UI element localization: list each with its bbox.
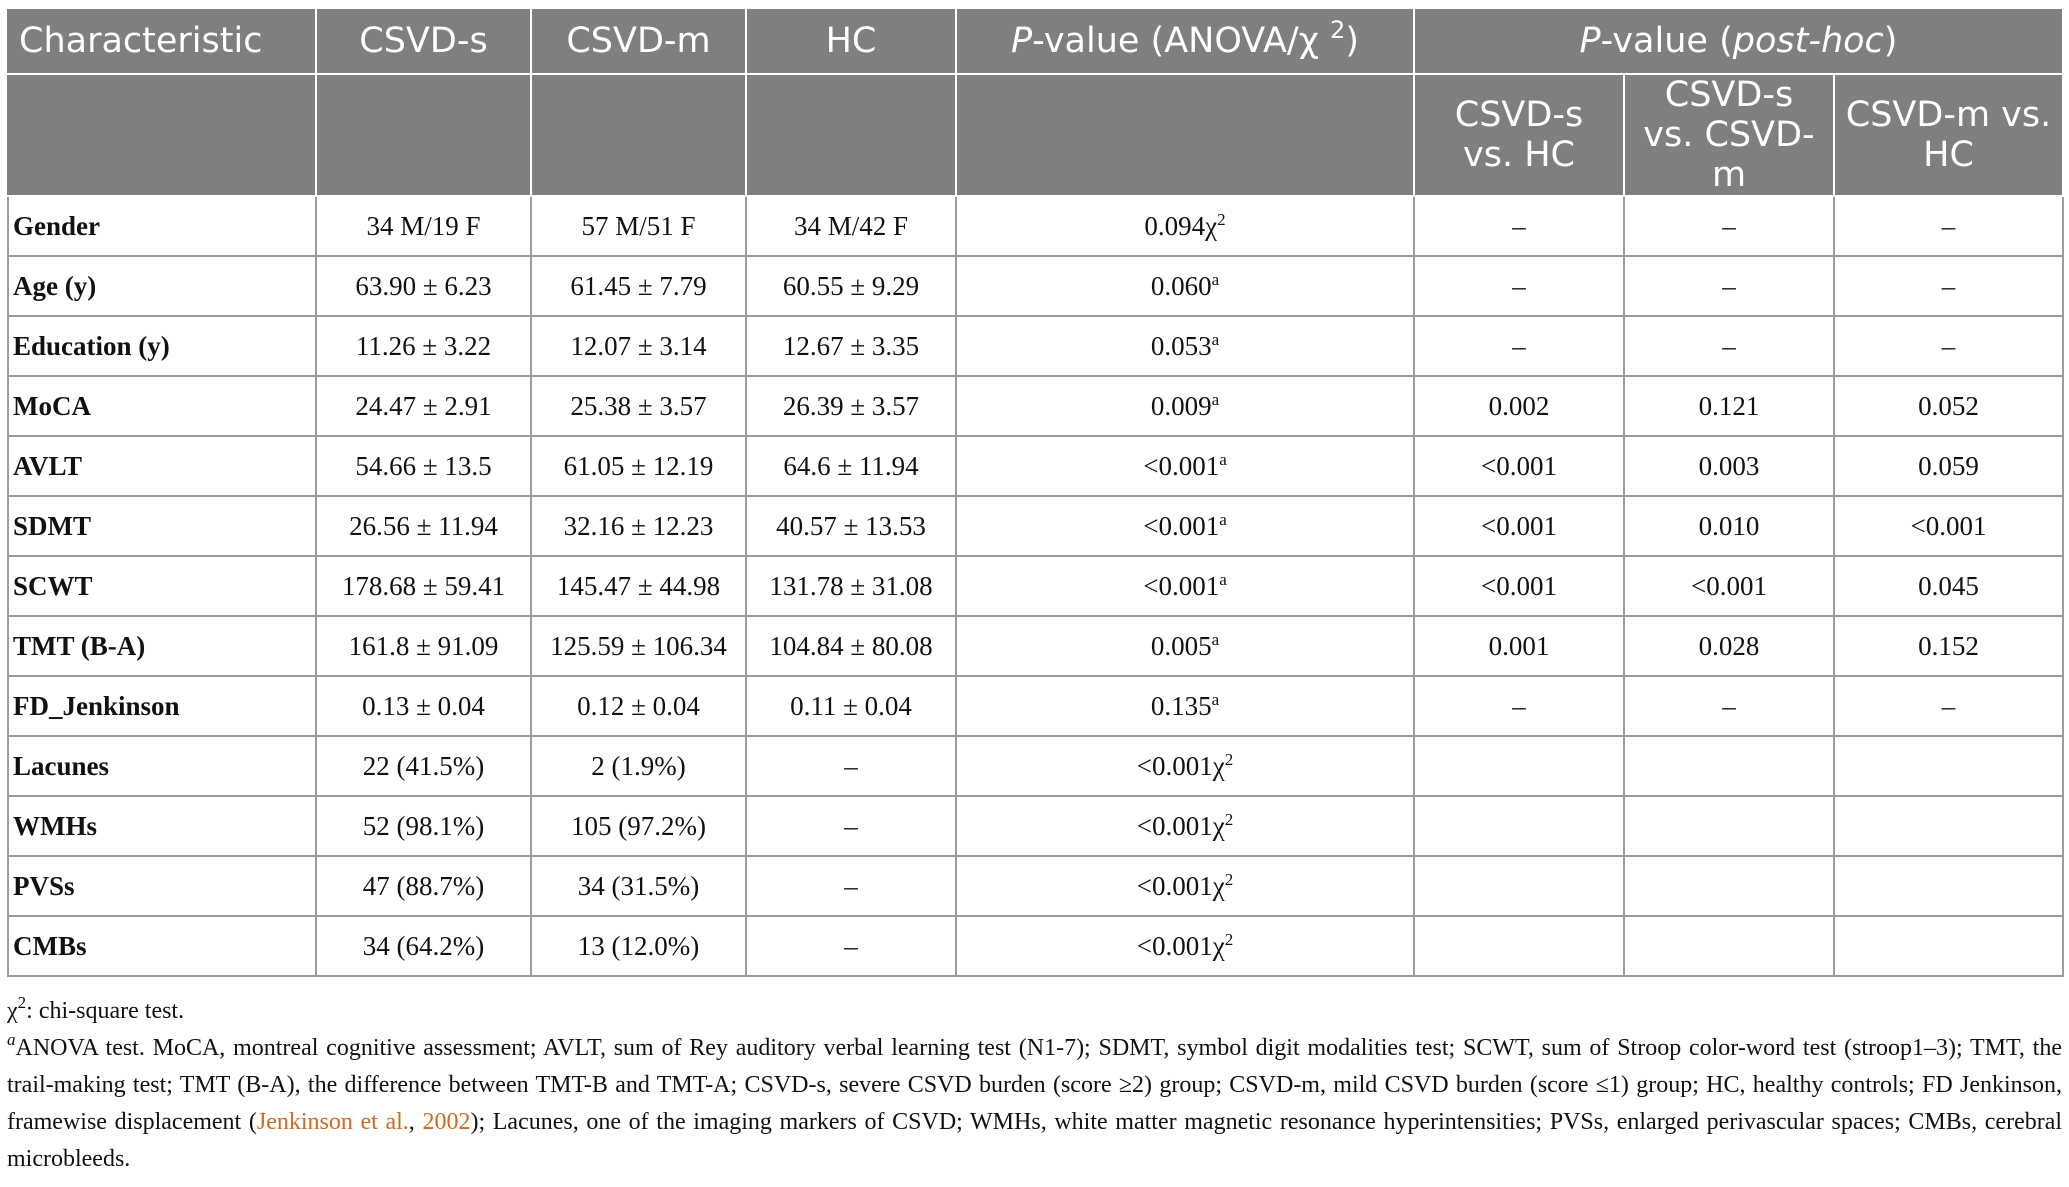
cell-m: 12.07 ± 3.14 — [531, 316, 746, 376]
cell-m: 57 M/51 F — [531, 196, 746, 256]
subheader-csvd-m-vs-hc: CSVD-m vs. HC — [1834, 74, 2063, 196]
cell-m: 13 (12.0%) — [531, 916, 746, 976]
row-label: Lacunes — [8, 736, 316, 796]
cell-posthoc-ph2: – — [1624, 196, 1834, 256]
table-container — [7, 7, 2062, 1178]
cell-s: 63.90 ± 6.23 — [316, 256, 531, 316]
cell-posthoc-ph3 — [1834, 796, 2063, 856]
subheader-empty — [316, 74, 531, 196]
cell-posthoc-ph3 — [1834, 736, 2063, 796]
cell-posthoc-ph1: – — [1414, 256, 1624, 316]
cell-p-value: 0.135$^a$ — [956, 676, 1414, 736]
cell-posthoc-ph1 — [1414, 856, 1624, 916]
row-label: Education (y) — [8, 316, 316, 376]
table-row — [8, 256, 2063, 316]
cell-hc: 131.78 ± 31.08 — [746, 556, 956, 616]
row-label: AVLT — [8, 436, 316, 496]
cell-hc: 40.57 ± 13.53 — [746, 496, 956, 556]
row-label: FD_Jenkinson — [8, 676, 316, 736]
cell-s: 34 M/19 F — [316, 196, 531, 256]
reference-year-link[interactable]: 2002 — [422, 1109, 471, 1135]
cell-p-value: $0.094\chi^2$ — [956, 196, 1414, 256]
cell-posthoc-ph3: – — [1834, 196, 2063, 256]
table-row — [8, 196, 2063, 256]
table-footnotes — [7, 993, 2062, 1178]
cell-posthoc-ph3 — [1834, 916, 2063, 976]
cell-p-value: 0.009$^a$ — [956, 376, 1414, 436]
cell-m: 105 (97.2%) — [531, 796, 746, 856]
table-row — [8, 796, 2063, 856]
row-label: Gender — [8, 196, 316, 256]
table-row — [8, 496, 2063, 556]
cell-hc: 60.55 ± 9.29 — [746, 256, 956, 316]
cell-posthoc-ph3: – — [1834, 256, 2063, 316]
cell-posthoc-ph2: – — [1624, 256, 1834, 316]
table-row — [8, 736, 2063, 796]
cell-m: 0.12 ± 0.04 — [531, 676, 746, 736]
cell-posthoc-ph2: 0.010 — [1624, 496, 1834, 556]
table-row — [8, 916, 2063, 976]
row-label: CMBs — [8, 916, 316, 976]
cell-posthoc-ph2 — [1624, 856, 1834, 916]
header-hc: HC — [746, 8, 956, 74]
table-body — [8, 196, 2063, 976]
row-label: SCWT — [8, 556, 316, 616]
cell-p-value: $<0.001\chi^2$ — [956, 736, 1414, 796]
row-label: WMHs — [8, 796, 316, 856]
cell-posthoc-ph1: – — [1414, 316, 1624, 376]
cell-p-value: $<0.001\chi^2$ — [956, 916, 1414, 976]
cell-s: 47 (88.7%) — [316, 856, 531, 916]
cell-posthoc-ph3: – — [1834, 316, 2063, 376]
subheader-empty — [8, 74, 316, 196]
cell-p-value: $<0.001\chi^2$ — [956, 856, 1414, 916]
cell-m: 61.05 ± 12.19 — [531, 436, 746, 496]
cell-m: 32.16 ± 12.23 — [531, 496, 746, 556]
cell-hc: – — [746, 916, 956, 976]
cell-posthoc-ph2 — [1624, 736, 1834, 796]
cell-p-value: 0.053$^a$ — [956, 316, 1414, 376]
cell-m: 2 (1.9%) — [531, 736, 746, 796]
row-label: MoCA — [8, 376, 316, 436]
cell-posthoc-ph2: – — [1624, 316, 1834, 376]
cell-posthoc-ph1: <0.001 — [1414, 496, 1624, 556]
cell-posthoc-ph3: <0.001 — [1834, 496, 2063, 556]
cell-m: 34 (31.5%) — [531, 856, 746, 916]
cell-s: 54.66 ± 13.5 — [316, 436, 531, 496]
subheader-empty — [746, 74, 956, 196]
row-label: PVSs — [8, 856, 316, 916]
cell-posthoc-ph2: 0.003 — [1624, 436, 1834, 496]
table-row — [8, 316, 2063, 376]
cell-posthoc-ph1: <0.001 — [1414, 436, 1624, 496]
header-row — [8, 8, 2063, 74]
cell-posthoc-ph1 — [1414, 736, 1624, 796]
subheader-row — [8, 74, 2063, 196]
cell-p-value: <0.001$^a$ — [956, 496, 1414, 556]
header-csvd-m: CSVD-m — [531, 8, 746, 74]
cell-p-value: <0.001$^a$ — [956, 556, 1414, 616]
cell-s: 178.68 ± 59.41 — [316, 556, 531, 616]
cell-s: 11.26 ± 3.22 — [316, 316, 531, 376]
cell-s: 0.13 ± 0.04 — [316, 676, 531, 736]
table-row — [8, 676, 2063, 736]
cell-posthoc-ph2: – — [1624, 676, 1834, 736]
table-row — [8, 376, 2063, 436]
table-row — [8, 616, 2063, 676]
subheader-csvd-s-vs-csvd-m: CSVD-s vs. CSVD-m — [1624, 74, 1834, 196]
cell-hc: – — [746, 736, 956, 796]
cell-s: 26.56 ± 11.94 — [316, 496, 531, 556]
cell-posthoc-ph3: 0.045 — [1834, 556, 2063, 616]
cell-posthoc-ph3: 0.152 — [1834, 616, 2063, 676]
header-characteristic: Characteristic — [8, 8, 316, 74]
header-p-posthoc: P-value (post-hoc) — [1414, 8, 2063, 74]
cell-s: 34 (64.2%) — [316, 916, 531, 976]
cell-p-value: $<0.001\chi^2$ — [956, 796, 1414, 856]
cell-s: 24.47 ± 2.91 — [316, 376, 531, 436]
cell-posthoc-ph3: – — [1834, 676, 2063, 736]
cell-hc: 104.84 ± 80.08 — [746, 616, 956, 676]
cell-p-value: 0.005$^a$ — [956, 616, 1414, 676]
table-row — [8, 436, 2063, 496]
row-label: Age (y) — [8, 256, 316, 316]
cell-s: 161.8 ± 91.09 — [316, 616, 531, 676]
cell-m: 125.59 ± 106.34 — [531, 616, 746, 676]
cell-m: 25.38 ± 3.57 — [531, 376, 746, 436]
cell-posthoc-ph1 — [1414, 916, 1624, 976]
reference-link[interactable]: Jenkinson et al. — [256, 1109, 409, 1135]
table-row — [8, 856, 2063, 916]
header-csvd-s: CSVD-s — [316, 8, 531, 74]
cell-posthoc-ph2 — [1624, 796, 1834, 856]
cell-posthoc-ph3: 0.052 — [1834, 376, 2063, 436]
header-p-anova: P-value (ANOVA/χ $^2$) — [956, 8, 1414, 74]
cell-p-value: 0.060$^a$ — [956, 256, 1414, 316]
cell-hc: 0.11 ± 0.04 — [746, 676, 956, 736]
footnote-anova: $^a$ANOVA test. MoCA, montreal cognitive assessment; AVLT, sum of Rey auditory verbal learning test (N1-7); SDMT, symbol digit modalities test; SCWT, sum of Stroop color-word test (stroop1–3); TMT, the trail-making test; TMT (B-A), the difference between TMT-B and TMT-A; CSVD-s, severe CSVD burden (score ≥2) group; CSVD-m, mild CSVD burden (score ≤1) group; HC, healthy controls; FD Jenkinson, framewise displacement (Jenkinson et al., 2002); Lacunes, one of the imaging markers of CSVD; WMHs, white matter magnetic resonance hyperintensities; PVSs, enlarged perivascular spaces; CMBs, cerebral microbleeds. — [7, 1030, 2063, 1172]
cell-s: 52 (98.1%) — [316, 796, 531, 856]
cell-posthoc-ph2: 0.028 — [1624, 616, 1834, 676]
cell-hc: 34 M/42 F — [746, 196, 956, 256]
subheader-csvd-s-vs-hc: CSVD-s vs. HC — [1414, 74, 1624, 196]
cell-hc: – — [746, 856, 956, 916]
table-row — [8, 556, 2063, 616]
cell-posthoc-ph1: 0.002 — [1414, 376, 1624, 436]
row-label: SDMT — [8, 496, 316, 556]
cell-posthoc-ph2: <0.001 — [1624, 556, 1834, 616]
cell-posthoc-ph3 — [1834, 856, 2063, 916]
footnote-chi: $\chi^2$: chi-square test. — [7, 993, 185, 1024]
cell-posthoc-ph1: 0.001 — [1414, 616, 1624, 676]
cell-posthoc-ph1: <0.001 — [1414, 556, 1624, 616]
cell-posthoc-ph1: – — [1414, 196, 1624, 256]
cell-posthoc-ph1 — [1414, 796, 1624, 856]
cell-hc: 12.67 ± 3.35 — [746, 316, 956, 376]
cell-hc: 26.39 ± 3.57 — [746, 376, 956, 436]
subheader-empty — [956, 74, 1414, 196]
row-label: TMT (B-A) — [8, 616, 316, 676]
cell-posthoc-ph3: 0.059 — [1834, 436, 2063, 496]
cell-hc: – — [746, 796, 956, 856]
cell-s: 22 (41.5%) — [316, 736, 531, 796]
characteristics-table — [7, 7, 2064, 977]
cell-posthoc-ph2 — [1624, 916, 1834, 976]
cell-m: 145.47 ± 44.98 — [531, 556, 746, 616]
subheader-empty — [531, 74, 746, 196]
cell-hc: 64.6 ± 11.94 — [746, 436, 956, 496]
cell-p-value: <0.001$^a$ — [956, 436, 1414, 496]
cell-posthoc-ph1: – — [1414, 676, 1624, 736]
cell-m: 61.45 ± 7.79 — [531, 256, 746, 316]
cell-posthoc-ph2: 0.121 — [1624, 376, 1834, 436]
